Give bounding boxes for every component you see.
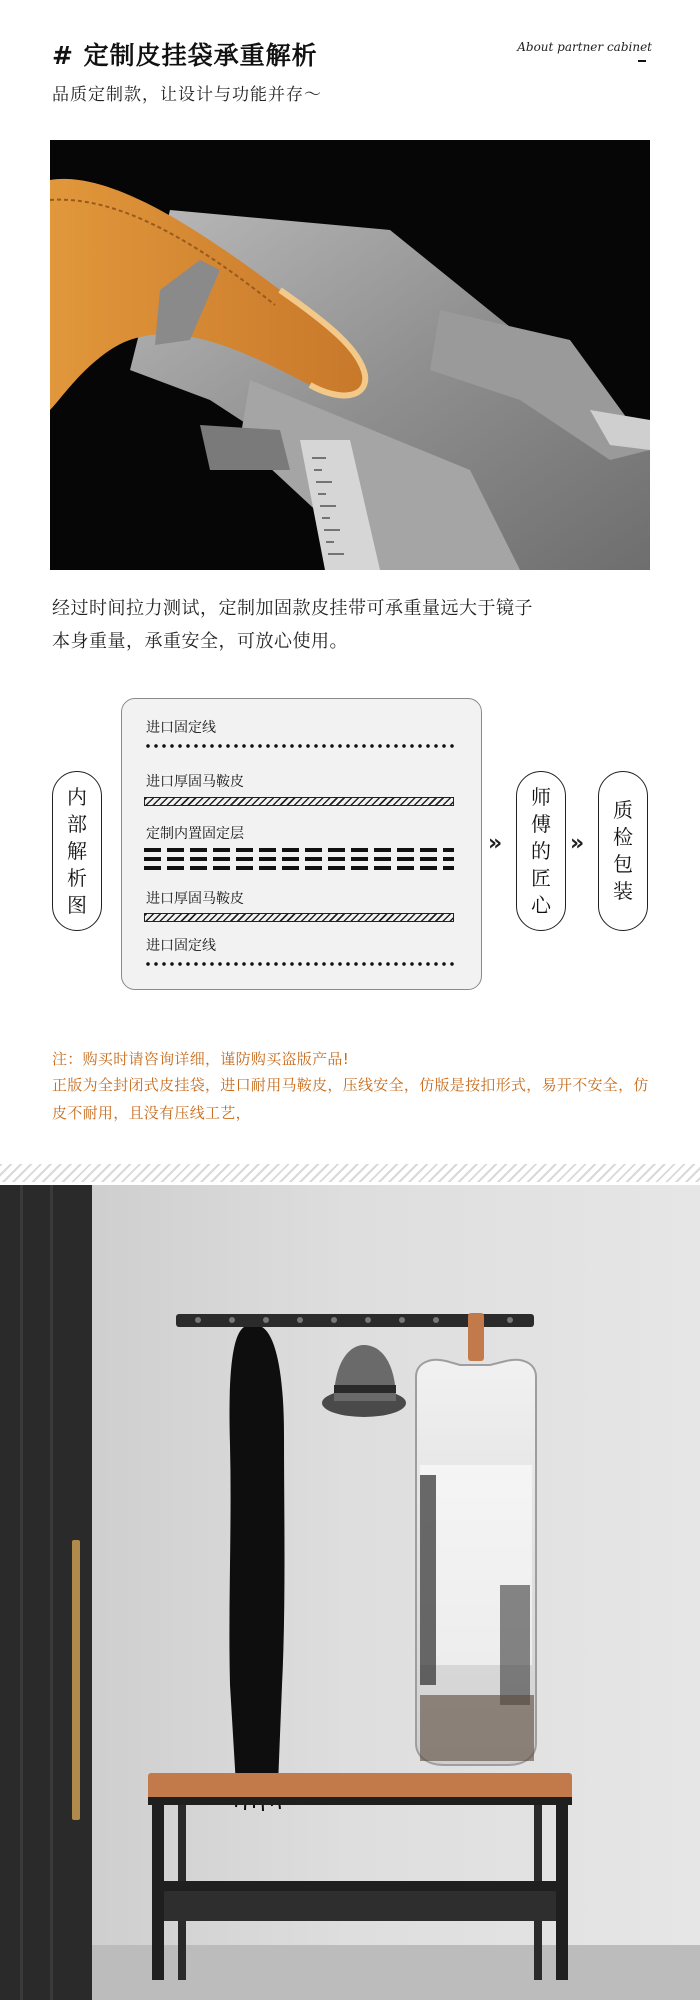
middle-dash-row-1: [144, 848, 454, 852]
caliper-illustration: [50, 140, 650, 570]
craftsman-label-char: 师: [531, 784, 551, 809]
description-paragraph: [52, 592, 662, 658]
room-scene-photo: [0, 1185, 700, 2000]
double-arrow-icon: »: [488, 831, 503, 856]
thread-dots-bottom: [144, 961, 454, 967]
middle-dash-row-3: [144, 866, 454, 870]
note-warning: 注：购买时请咨询详细，谨防购买盗版产品!: [52, 1050, 350, 1068]
english-title: About partner cabinet: [517, 40, 652, 54]
craftsman-label-char: 心: [531, 892, 551, 917]
description-line-1: 经过时间拉力测试，定制加固款皮挂带可承重量远大于镜子: [52, 598, 533, 619]
page-subtitle: 品质定制款，让设计与功能并存～: [52, 85, 322, 105]
layer-label-bottom-thread: 进口固定线: [146, 938, 216, 954]
craftsman-label-char: 傅: [531, 811, 551, 836]
craftsman-label-char: 匠: [531, 865, 551, 890]
note-details: 正版为全封闭式皮挂袋，进口耐用马鞍皮，压线安全，仿版是按扣形式，易开不安全，仿皮不耐用，且没有压线工艺，: [52, 1076, 649, 1122]
craftsman-label: [516, 771, 566, 931]
layer-label-top-thread: 进口固定线: [146, 720, 216, 736]
double-arrow-icon: »: [570, 831, 585, 856]
room-illustration: [0, 1185, 700, 2000]
leather-hatch-bottom: [144, 913, 454, 922]
inner-analysis-label: [52, 771, 102, 931]
caliper-leather-photo: [50, 140, 650, 570]
layer-label-bottom-leather: 进口厚固马鞍皮: [146, 891, 244, 907]
inner-label-char: 解: [67, 838, 87, 863]
qc-label-char: 质: [613, 798, 633, 822]
inner-label-char: 析: [67, 865, 87, 890]
thread-dots-top: [144, 743, 454, 749]
inner-label-char: 部: [67, 811, 87, 836]
layer-structure-panel: [121, 698, 482, 990]
layer-label-middle: 定制内置固定层: [146, 826, 244, 842]
layer-label-top-leather: 进口厚固马鞍皮: [146, 774, 244, 790]
quality-check-label: [598, 771, 648, 931]
title-dash: [638, 60, 646, 62]
qc-label-char: 装: [613, 879, 633, 903]
page-title: # 定制皮挂袋承重解析: [52, 41, 318, 70]
qc-label-char: 检: [613, 825, 633, 849]
leather-hatch-top: [144, 797, 454, 806]
inner-label-char: 图: [67, 892, 87, 917]
section-divider: [0, 1164, 700, 1182]
middle-dash-row-2: [144, 857, 454, 861]
inner-label-char: 内: [67, 784, 87, 809]
craftsman-label-char: 的: [531, 838, 551, 863]
qc-label-char: 包: [613, 852, 633, 876]
description-line-2: 本身重量，承重安全，可放心使用。: [52, 631, 348, 652]
